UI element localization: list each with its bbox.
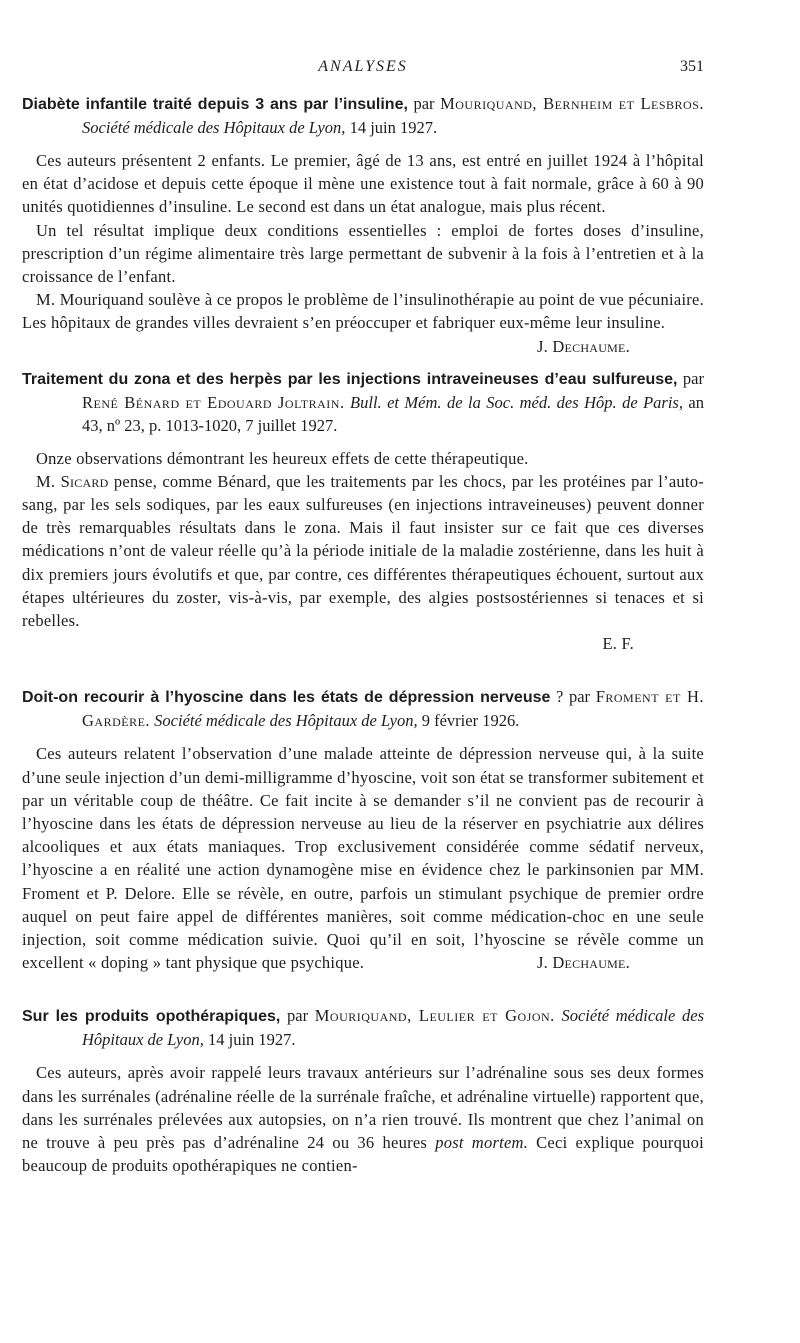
title-bold: Sur les produits opothérapiques,: [22, 1008, 281, 1026]
analysis-title: [22, 1004, 704, 1051]
paragraph-text: pense, comme Bénard, que les traitements par les chocs, par les protéines par l’auto-sang, par les sels sodiques, par les eaux sulfureuses (en injections intraveineuses) peuvent donner de très remarquables résultats dans le zona. Mais il faut insister sur ce fait que ces diverses médications n’ont de valeur réelle qu’à la période initiale de la maladie zostérienne, dans les huit à dix premiers jours évolutifs et que, par contre, ces différentes thérapeutiques échouent, surtout aux étapes ultérieures du zoster, vis-à-vis, par exemple, des algies postsostériennes si tenaces et si rebelles.: [22, 471, 704, 631]
paragraph-text: Ceci explique pourquoi beaucoup de produits opothérapiques ne contien-: [22, 1133, 704, 1176]
running-header: [22, 58, 704, 80]
author-name: Sicard: [60, 471, 109, 491]
analysis-title: [22, 685, 704, 732]
paragraph-lead: M.: [36, 471, 61, 491]
signature: E. F.: [602, 634, 634, 654]
title-bold: Diabète infantile traité depuis 3 ans par l’insuline,: [22, 96, 408, 113]
title-authors: Froment et H. Gardère.: [82, 687, 704, 731]
title-authors: Mouriquand, Bernheim et Lesbros.: [440, 94, 705, 113]
paragraph-text: Ces auteurs relatent l’observation d’une malade atteinte de dépression nerveuse qui, à la suite d’une seule injection d’un demi-milligramme d’hyoscine, voit son état se transformer subitement et par un véritable coup de théâtre. Ce fait incite à se demander s’il ne convient pas de recourir à l’hyoscine dans les états de dépression nerveuse au lieu de la réserver en psychiatrie aux délires alcooliques et aux états maniaques. Trop exclusivement considérée comme sédatif nerveux, l’hyoscine a en réalité une action dynamogène mise en évidence chez le parkinsonien par MM. Froment et P. Delore. Elle se révèle, en outre, parfois un stimulant psychique de premier ordre auquel on peut faire appel de différentes manières, soit comme médication-choc en une seule injection, soit comme médication suivie. Quoi qu’il en soit, l’hyoscine se révèle comme un excellent « doping » tant physique que psychique.: [22, 744, 704, 973]
analysis-hyoscine: [22, 685, 704, 974]
title-authors: Mouriquand, Leulier et Gojon.: [314, 1006, 555, 1026]
title-source: Société médicale des Hôpitaux de Lyon,: [150, 711, 418, 731]
title-by: ? par: [550, 687, 596, 707]
analysis-title: [22, 92, 704, 139]
analysis-title: [22, 367, 704, 437]
body-paragraph: Ces auteurs présentent 2 enfants. Le premier, âgé de 13 ans, est entré en juillet 1924 à l’hôpital en état d’acidose et depuis cette époque il mène une existence tout à fait normale, grâce à 60 à 90 unités quotidiennes d’insuline. Le second est dans un état analogue, mais plus récent.: [22, 151, 704, 217]
body-paragraph: [22, 288, 704, 356]
title-date: an 43, nº 23, p. 1013-1020, 7 juillet 1927.: [82, 392, 704, 435]
paragraph-text: M. Mouriquand soulève à ce propos le problème de l’insulinothérapie au point de vue pécuniaire. Les hôpitaux de grandes villes devraient s’en préoccuper et fabriquer eux-même leur insuline.: [22, 290, 704, 333]
body-paragraph: Onze observations démontrant les heureux effets de cette thérapeutique.: [36, 448, 529, 468]
title-date: 14 juin 1927.: [203, 1030, 296, 1050]
paragraph-text: Ces auteurs, après avoir rappelé leurs travaux antérieurs sur l’adrénaline sous ses deux formes dans les surrénales (adrénaline réelle de la surrénale fraîche, et adrénaline virtuelle) rapportent que, dans les surrénales prélevées aux autopsies, on n’a rien trouvé. Ils montrent que chez l’animal on ne trouve à peu près pas d’adrénaline 24 ou 36 heures: [22, 1063, 704, 1153]
analysis-produits-opotherapiques: [22, 1004, 704, 1177]
running-title: ANALYSES: [318, 58, 408, 75]
title-date: 9 février 1926.: [417, 711, 520, 731]
body-paragraph: [22, 1061, 704, 1177]
title-by: par: [677, 368, 705, 388]
title-date: 14 juin 1927.: [345, 118, 438, 137]
body-paragraph: Un tel résultat implique deux conditions essentielles : emploi de fortes doses d’insuline, prescription d’un régime alimentaire très large permettant de subvenir à la fois à l’entretien et à la croissance de l’enfant.: [22, 220, 704, 287]
page-number: 351: [680, 58, 704, 75]
title-by: par: [280, 1006, 315, 1026]
latin-term: post mortem.: [435, 1133, 529, 1153]
title-by: par: [407, 94, 441, 113]
analysis-zona-herpes: [22, 367, 704, 656]
signature: J. Dechaume.: [536, 336, 630, 356]
analysis-diabete-infantile: [22, 92, 705, 356]
title-source: Bull. et Mém. de la Soc. méd. des Hôp. de Paris,: [344, 392, 683, 412]
body-paragraph: [22, 742, 704, 974]
body-paragraph: [22, 470, 704, 632]
title-bold: Doit-on recourir à l’hyoscine dans les états de dépression nerveuse: [22, 689, 551, 707]
title-source: Société médicale des Hôpitaux de Lyon,: [82, 1006, 704, 1050]
title-bold: Traitement du zona et des herpès par les injections intraveineuses d’eau sulfureuse,: [22, 370, 678, 388]
title-authors: René Bénard et Edouard Joltrain.: [82, 392, 345, 412]
title-source: Société médicale des Hôpitaux de Lyon,: [82, 118, 346, 137]
signature: J. Dechaume.: [536, 953, 630, 973]
